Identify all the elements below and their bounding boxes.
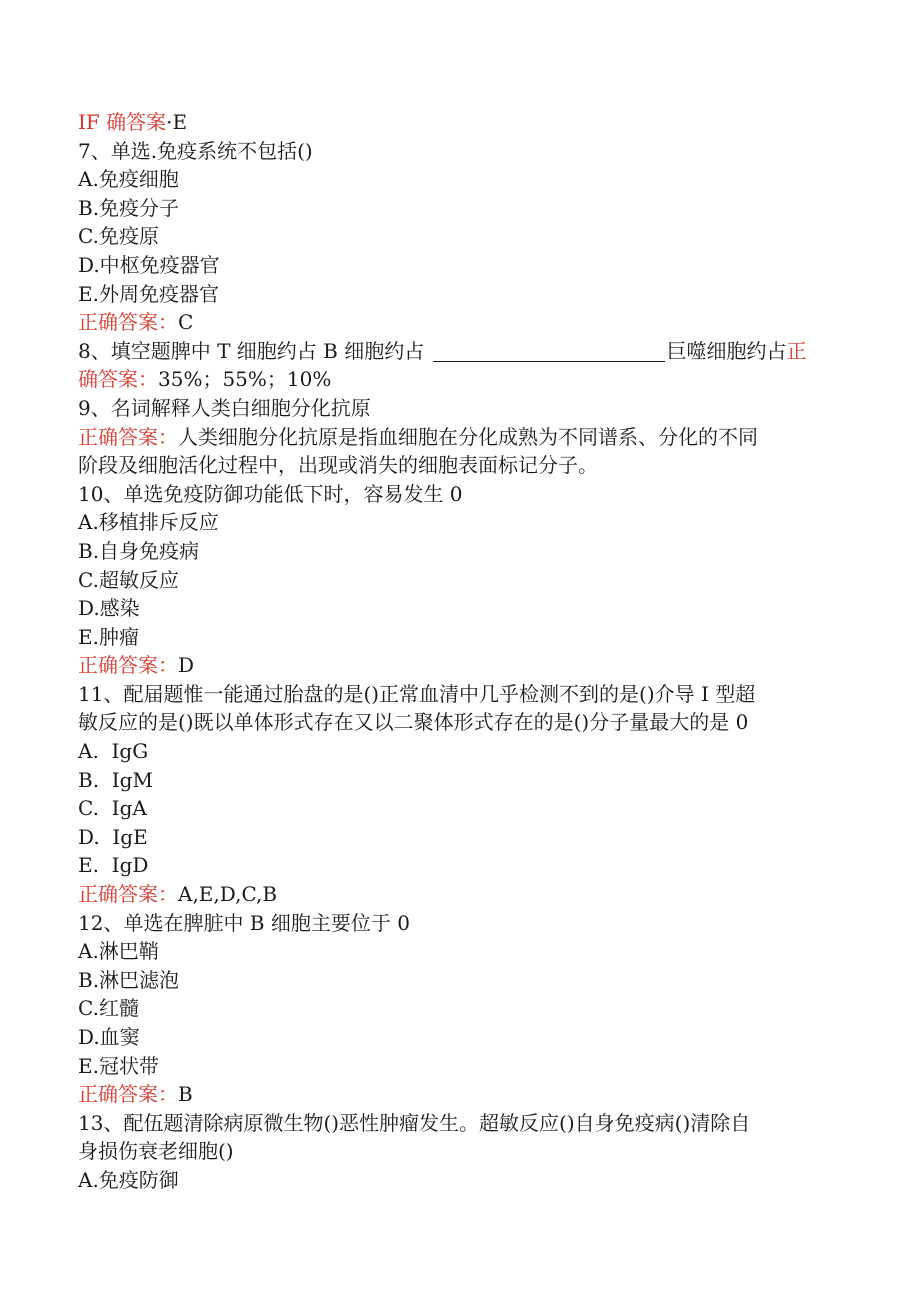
q11-option-c: C. IgA xyxy=(78,796,147,821)
question-9-stem: 9、名词解释人类白细胞分化抗原 xyxy=(78,395,371,420)
q8-stem-a: 8、填空题脾中 T 细胞约占 B 细胞约占 xyxy=(78,338,425,363)
q12-option-a: A.淋巴鞘 xyxy=(78,939,159,964)
q7-option-d: D.中枢免疫器官 xyxy=(78,252,220,277)
q11-answer xyxy=(78,880,838,909)
question-10-stem: 10、单选免疫防御功能低下时，容易发生 0 xyxy=(78,481,463,506)
q7-option-a: A.免疫细胞 xyxy=(78,167,179,192)
question-8-stem xyxy=(78,337,838,366)
q10-option-d: D.感染 xyxy=(78,596,140,621)
q10-option-c: C.超敏反应 xyxy=(78,567,179,592)
answer-label: 正确答案： xyxy=(78,1082,178,1107)
q11-answer-value: A,E,D,C,B xyxy=(178,882,278,907)
q9-answer-line-2: 阶段及细胞活化过程中，出现或消失的细胞表面标记分子。 xyxy=(78,453,598,478)
question-11-stem-1: 11、配届题惟一能通过胎盘的是()正常血清中几乎检测不到的是()介导 I 型超 xyxy=(78,681,756,706)
q10-option-b: B.自身免疫病 xyxy=(78,538,200,563)
question-13-stem-2: 身损伤衰老细胞() xyxy=(78,1139,234,1164)
q7-answer-value: C xyxy=(178,310,194,335)
q10-answer-value: D xyxy=(178,653,195,678)
q11-option-e: E. IgD xyxy=(78,853,149,878)
q8-answer-value: 35%；55%；10% xyxy=(158,367,332,392)
q7-option-e: E.外周免疫器官 xyxy=(78,281,219,306)
q13-option-a: A.免疫防御 xyxy=(78,1167,179,1192)
q12-option-e: E.冠状带 xyxy=(78,1053,159,1078)
q8-answer-prefix-1: 正 xyxy=(786,338,807,363)
question-13-stem-1: 13、配伍题清除病原微生物()恶性肿瘤发生。超敏反应()自身免疫病()清除自 xyxy=(78,1110,751,1135)
q7-answer xyxy=(78,308,838,337)
q12-option-b: B.淋巴滤泡 xyxy=(78,967,180,992)
q10-answer xyxy=(78,651,838,680)
q8-stem-b: 巨噬细胞约占 xyxy=(666,338,787,363)
q12-answer xyxy=(78,1080,838,1109)
q9-answer-line-1: 人类细胞分化抗原是指血细胞在分化成熟为不同谱系、分化的不同 xyxy=(178,424,758,449)
fill-blank xyxy=(433,341,665,362)
q8-answer-prefix-2: 确答案： xyxy=(78,367,158,392)
question-7-stem: 7、单选.免疫系统不包括() xyxy=(78,138,313,163)
q12-answer-value: B xyxy=(178,1082,193,1107)
answer-label: 正确答案： xyxy=(78,653,178,678)
q12-option-c: C.红髓 xyxy=(78,996,139,1021)
document-page xyxy=(78,108,838,1195)
q12-option-d: D.血窦 xyxy=(78,1025,140,1049)
answer-label: 正确答案： xyxy=(78,310,178,335)
answer-label: 正确答案： xyxy=(78,882,178,907)
q7-option-b: B.免疫分子 xyxy=(78,195,180,220)
q10-option-a: A.移植排斥反应 xyxy=(78,510,219,535)
q10-option-e: E.肿瘤 xyxy=(78,624,139,649)
prev-answer-label: IF 确答案 xyxy=(78,110,167,134)
answer-label: 正确答案： xyxy=(78,424,178,449)
q7-option-c: C.免疫原 xyxy=(78,224,159,249)
question-11-stem-2: 敏反应的是()既以单体形式存在又以二聚体形式存在的是()分子量最大的是 0 xyxy=(78,710,749,735)
q11-option-b: B. IgM xyxy=(78,767,153,792)
prev-answer-value: ·E xyxy=(166,110,188,134)
question-12-stem: 12、单选在脾脏中 B 细胞主要位于 0 xyxy=(78,910,410,935)
q11-option-a: A. IgG xyxy=(78,739,149,764)
q8-answer xyxy=(78,365,838,394)
q9-answer xyxy=(78,423,838,452)
q11-option-d: D. IgE xyxy=(78,824,148,849)
prev-answer-line xyxy=(78,108,838,137)
